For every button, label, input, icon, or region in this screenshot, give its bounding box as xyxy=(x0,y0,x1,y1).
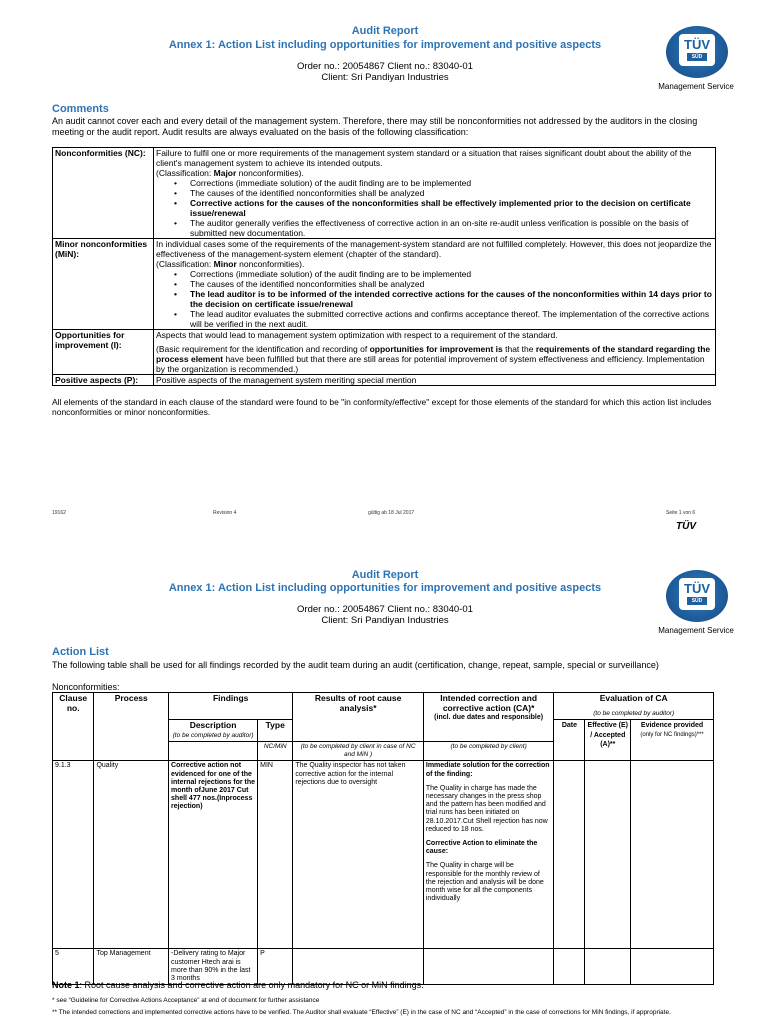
report-title-2: Audit Report xyxy=(351,569,419,581)
col-intended xyxy=(423,693,554,742)
note-text: : Root cause analysis and corrective action are only mandatory for NC or MiN findings. xyxy=(79,980,424,990)
logo-sub-2: SÜD xyxy=(687,597,707,605)
comments-title: Comments xyxy=(52,103,109,115)
table-row xyxy=(53,761,714,949)
min-text: In individual cases some of the requirements of the management-system standard are not fulfilled completely. However, this does not jeopardize the effectiveness of the management-system element (chapter of the standard). xyxy=(156,239,712,259)
client-line-2: Client: Sri Pandiyan Industries xyxy=(321,615,449,626)
col-eval xyxy=(554,693,714,720)
report-page-2 xyxy=(0,530,768,1024)
footer-page: Seite 1 von 6 xyxy=(666,510,696,516)
col-root-sub: (to be completed by client in case of NC and MiN ) xyxy=(293,742,424,761)
ofi-basic xyxy=(156,344,713,374)
col-evidence-sub: (only for NC findings)*** xyxy=(640,731,704,738)
row-description: Corrective action not evidenced for one of the internal rejections for the month ofJune 2017 Cut shell 477 nos.(Inprocess rejection) xyxy=(169,761,258,949)
nc-bullet: • Corrective actions for the causes of the nonconformities shall be effectively implemented prior to the decision on certificate issue/renewal xyxy=(174,198,713,218)
classification-table xyxy=(52,147,716,386)
ca-text-1: The Quality in charge has made the necessary changes in the press shop and the pattern has been modified and trial runs has been initiated on 28.10.2017.Cut Shell rejection has now reduced to 18 nos. xyxy=(425,784,548,833)
nc-class-prefix: (Classification: xyxy=(156,168,214,178)
report-title: Audit Report xyxy=(351,25,419,37)
order-line-2: Order no.: 20054867 Client no.: 83040-01 xyxy=(297,604,473,615)
min-label: Minor nonconformities (MiN): xyxy=(53,239,154,330)
logo-text: TÜV xyxy=(684,37,710,52)
min-class-bold: Minor xyxy=(213,259,237,269)
nc-bullet: • The auditor generally verifies the effectiveness of corrective action in an on-site re-audit unless verification is possible on the basis of submitted new documentation. xyxy=(174,218,713,238)
footer-valid: gültig ab 18 Jul 2017 xyxy=(368,510,415,516)
col-type-sub: NC/MiN xyxy=(258,742,293,761)
row-evidence xyxy=(631,761,714,949)
min-content xyxy=(154,239,716,330)
footer-revision: Revision 4 xyxy=(213,510,237,516)
header-row-1 xyxy=(53,693,714,720)
row-type: P xyxy=(258,949,293,985)
tuv-logo-2 xyxy=(666,570,728,622)
nc-bullet: • Corrections (immediate solution) of the audit finding are to be implemented xyxy=(174,178,713,188)
comments-intro: An audit cannot cover each and every detail of the management system. Therefore, there may still be nonconformities not addressed by the auditors in the closing meeting or the audit report. Audit results are always evaluated on the basis of the following classification: xyxy=(52,116,698,137)
col-findings: Findings xyxy=(169,693,293,720)
row-date xyxy=(554,949,585,985)
ofi-row xyxy=(53,330,716,375)
note-bold: Note 1 xyxy=(52,980,80,990)
row-effective xyxy=(585,949,631,985)
nc-class-bold: Major xyxy=(213,168,237,178)
client-line: Client: Sri Pandiyan Industries xyxy=(321,72,449,83)
col-intended-title: Intended correction and corrective action (CA)* xyxy=(440,693,538,713)
min-bullets xyxy=(174,269,713,329)
nc-label: Nonconformities (NC): xyxy=(53,148,154,239)
col-description xyxy=(169,720,258,742)
row-description: -Delivery rating to Major customer Htech arai is more than 90% in the last 3 months xyxy=(169,949,258,985)
row-process: Top Management xyxy=(94,949,169,985)
report-subtitle-2: Annex 1: Action List including opportunities for improvement and positive aspects xyxy=(168,582,602,594)
ofi-basic-b1: opportunities for improvement is xyxy=(369,344,503,354)
col-description-blank xyxy=(169,742,258,761)
ofi-basic-1: (Basic requirement for the identification and recording of xyxy=(156,344,370,354)
order-line: Order no.: 20054867 Client no.: 83040-01 xyxy=(297,61,473,72)
action-list-table xyxy=(52,692,714,985)
nc-content xyxy=(154,148,716,239)
footer-doc-no: 19162 xyxy=(52,510,66,516)
nc-bullets xyxy=(174,178,713,238)
footnote-2: ** The intended corrections and implemented corrective actions have to be verified. The Auditor shall evaluate “Effective” (E) in the case of NC and “Accepted” in the case of corrections for MiN findings, if appropriate. xyxy=(52,1009,671,1016)
col-intended-sub: (to be completed by client) xyxy=(423,742,554,761)
col-effective: Effective (E) / Accepted (A)** xyxy=(585,720,631,761)
pos-text: Positive aspects of the management system meriting special mention xyxy=(154,375,716,386)
nc-text: Failure to fulfil one or more requirements of the management system standard or a situation that raises significant doubt about the ability of the client's management system to achieve its intended outputs. xyxy=(156,148,692,168)
col-process: Process xyxy=(94,693,169,761)
note-1 xyxy=(52,980,424,990)
ca-text-2: The Quality in charge will be responsible for the monthly review of the rejection and analysis will be done month wise for all the components individually xyxy=(425,862,544,903)
min-bullet: • The causes of the identified nonconformities shall be analyzed xyxy=(174,279,713,289)
row-evidence xyxy=(631,949,714,985)
footnote-1: * see “Guideline for Corrective Actions Acceptance” at end of document for further assistance xyxy=(52,997,320,1004)
col-type: Type xyxy=(258,720,293,742)
min-class-prefix: (Classification: xyxy=(156,259,214,269)
ofi-text: Aspects that would lead to management system optimization with respect to a requirement of the standard. xyxy=(156,330,558,340)
action-list-intro: The following table shall be used for all findings recorded by the audit team during an audit (certification, change, repeat, sample, special or surveillance) xyxy=(52,660,659,670)
action-list-title: Action List xyxy=(52,646,109,658)
min-class-suffix: nonconformities). xyxy=(236,259,305,269)
ofi-basic-3: have been fulfilled but that there are still areas for potential improvement of system effectiveness and efficiency. Implementation by the organization is recommended.) xyxy=(156,354,705,374)
logo-text-2: TÜV xyxy=(684,581,710,596)
pos-label: Positive aspects (P): xyxy=(53,375,154,386)
col-eval-sub: (to be completed by auditor) xyxy=(593,709,675,717)
min-classification xyxy=(156,259,713,269)
col-evidence-title: Evidence provided xyxy=(640,722,704,729)
row-date xyxy=(554,761,585,949)
col-intended-bold: (incl. due dates and responsible) xyxy=(434,714,544,721)
min-row xyxy=(53,239,716,330)
management-service-label: Management Service xyxy=(658,82,734,91)
row-process: Quality xyxy=(94,761,169,949)
row-clause: 5 xyxy=(53,949,94,985)
nc-bullet: • The causes of the identified nonconformities shall be analyzed xyxy=(174,188,713,198)
min-bullet: • Corrections (immediate solution) of the audit finding are to be implemented xyxy=(174,269,713,279)
ca-heading-1: Immediate solution for the correction of the finding: xyxy=(425,762,550,778)
row-root: The Quality inspector has not taken corrective action for the internal rejections due to oversight xyxy=(293,761,424,949)
nonconformities-label: Nonconformities: xyxy=(52,682,120,692)
pos-row xyxy=(53,375,716,386)
logo-sub: SÜD xyxy=(687,53,707,61)
ofi-label: Opportunities for improvement (I): xyxy=(53,330,154,375)
closing-text: All elements of the standard in each clause of the standard were found to be "in conformity/effective" except for those elements of the standard for which this action list includes nonconformities or minor nonconformities. xyxy=(52,397,712,417)
ofi-basic-b2: requirements of the standard regarding the process element xyxy=(156,344,711,364)
col-description-title: Description xyxy=(189,720,237,730)
nc-class-suffix: nonconformities). xyxy=(236,168,304,178)
ofi-content xyxy=(154,330,716,375)
nc-classification xyxy=(156,168,713,178)
footer-tuv-logo: TÜV xyxy=(676,521,696,532)
management-service-label-2: Management Service xyxy=(658,626,734,635)
row-clause: 9.1.3 xyxy=(53,761,94,949)
report-subtitle: Annex 1: Action List including opportunities for improvement and positive aspects xyxy=(168,39,602,51)
tuv-logo xyxy=(666,26,728,78)
min-bullet: • The lead auditor evaluates the submitted corrective actions and confirms acceptance thereof. The implementation of the corrective actions will be verified in the next audit. xyxy=(174,309,713,329)
ofi-basic-2: that the xyxy=(502,344,536,354)
nc-row xyxy=(53,148,716,239)
row-type: MIN xyxy=(258,761,293,949)
col-root: Results of root cause analysis* xyxy=(293,693,424,742)
row-effective xyxy=(585,761,631,949)
row-ca xyxy=(423,949,554,985)
min-bullet: • The lead auditor is to be informed of the intended corrective actions for the causes of the nonconformities within 14 days prior to the decision on certificate issue/renewal xyxy=(174,289,713,309)
col-eval-title: Evaluation of CA xyxy=(599,693,668,703)
col-date: Date xyxy=(554,720,585,761)
col-description-sub: (to be completed by auditor) xyxy=(172,731,254,739)
col-clause: Clause no. xyxy=(53,693,94,761)
row-ca xyxy=(423,761,554,949)
ca-heading-2: Corrective Action to eliminate the cause: xyxy=(425,840,538,856)
col-evidence xyxy=(631,720,714,761)
